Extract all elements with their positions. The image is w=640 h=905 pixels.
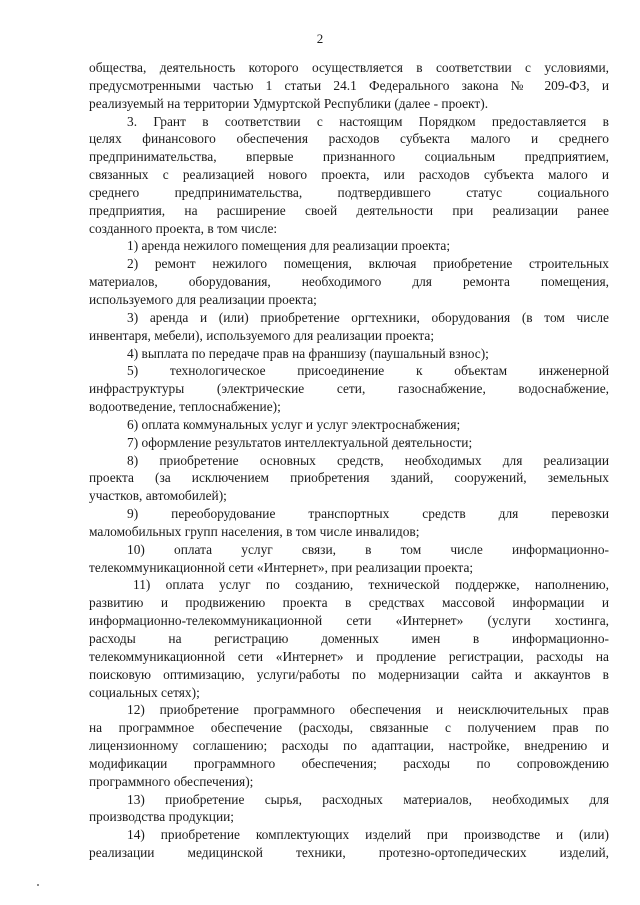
text-line: 12) приобретение программного обеспечения и неисключительных прав <box>127 702 609 718</box>
text-line: расходы на регистрацию доменных имен в информационно- <box>89 631 609 646</box>
text-line: лицензионному соглашению; расходы по адаптации, настройке, внедрению и <box>89 738 609 754</box>
text-line: инфраструктуры (электрические сети, газоснабжение, водоснабжение, <box>89 381 609 397</box>
text-line: созданного проекта, в том числе: <box>89 220 278 236</box>
text-line: маломобильных групп населения, в том числе инвалидов; <box>89 523 420 539</box>
text-line: 10) оплата услуг связи, в том числе информационно- <box>127 541 609 557</box>
text-line: используемого для реализации проекта; <box>89 291 317 307</box>
text-line: социальных сетях); <box>89 684 200 700</box>
text-line: 3. Грант в соответствии с настоящим Порядком предоставляется в <box>127 113 609 129</box>
text-line: 14) приобретение комплектующих изделий при производстве и (или) <box>127 827 609 843</box>
text-line: предпринимательства, впервые признанного социальным предприятием, <box>89 149 609 165</box>
text-line: поисковую оптимизацию, услуги/работы по модернизации сайта и аккаунтов в <box>89 666 609 682</box>
text-line: материалов, оборудования, необходимого для ремонта помещения, <box>89 274 609 290</box>
text-line: реализации медицинской техники, протезно-ортопедических изделий, <box>89 845 609 861</box>
text-line: модификации программного обеспечения; расходы по сопровождению <box>89 755 609 771</box>
text-line: информационно-телекоммуникационной сети «Интернет» (услуги хостинга, <box>89 613 609 629</box>
text-line: программного обеспечения); <box>89 773 254 789</box>
text-line: инвентаря, мебели), используемого для реализации проекта; <box>89 327 435 343</box>
text-line: производства продукции; <box>89 809 235 825</box>
text-line: 13) приобретение сырья, расходных материалов, необходимых для <box>127 791 609 807</box>
text-line: проекта (за исключением приобретения зданий, сооружений, земельных <box>89 470 609 486</box>
text-line: телекоммуникационной сети «Интернет» и продление регистрации, расходы на <box>89 648 609 664</box>
text-line: 6) оплата коммунальных услуг и услуг электроснабжения; <box>127 416 461 432</box>
text-line: 7) оформление результатов интеллектуальной деятельности; <box>127 434 473 450</box>
text-line: участков, автомобилей); <box>89 488 227 504</box>
text-line: на программное обеспечение (расходы, связанные с получением прав по <box>89 720 609 736</box>
text-line: 4) выплата по передаче прав на франшизу (паушальный взнос); <box>127 345 489 361</box>
text-line: среднего предпринимательства, подтвердившего статус социального <box>89 184 609 200</box>
text-line: предприятия, на расширение своей деятельности при реализации ранее <box>89 202 609 218</box>
text-line: целях финансового обеспечения расходов субъекта малого и среднего <box>89 131 609 147</box>
text-line: реализуемый на территории Удмуртской Республики (далее - проект). <box>89 95 489 111</box>
text-line: общества, деятельность которого осуществляется в соответствии с условиями, <box>89 60 609 75</box>
text-line: водоотведение, теплоснабжение); <box>89 399 281 415</box>
page-number: 2 <box>316 31 324 46</box>
scan-artifact <box>37 884 39 886</box>
text-line: 2) ремонт нежилого помещения, включая приобретение строительных <box>127 256 609 272</box>
text-line: предусмотренными частью 1 статьи 24.1 Федерального закона № 209-ФЗ, и <box>89 77 609 93</box>
text-line: 9) переоборудование транспортных средств для перевозки <box>127 506 609 522</box>
document-body <box>89 59 609 862</box>
text-line: 3) аренда и (или) приобретение оргтехники, оборудования (в том числе <box>127 309 609 325</box>
text-line: 5) технологическое присоединение к объектам инженерной <box>127 363 609 379</box>
text-line: связанных с реализацией нового проекта, или расходов субъекта малого и <box>89 167 609 183</box>
text-line: телекоммуникационной сети «Интернет», при реализации проекта; <box>89 559 474 575</box>
text-line: 8) приобретение основных средств, необходимых для реализации <box>127 452 609 468</box>
text-line: 11) оплата услуг по созданию, технической поддержке, наполнению, <box>133 577 609 593</box>
text-line: 1) аренда нежилого помещения для реализации проекта; <box>127 238 451 254</box>
text-line: развитию и продвижению проекта в средствах массовой информации и <box>89 595 609 611</box>
